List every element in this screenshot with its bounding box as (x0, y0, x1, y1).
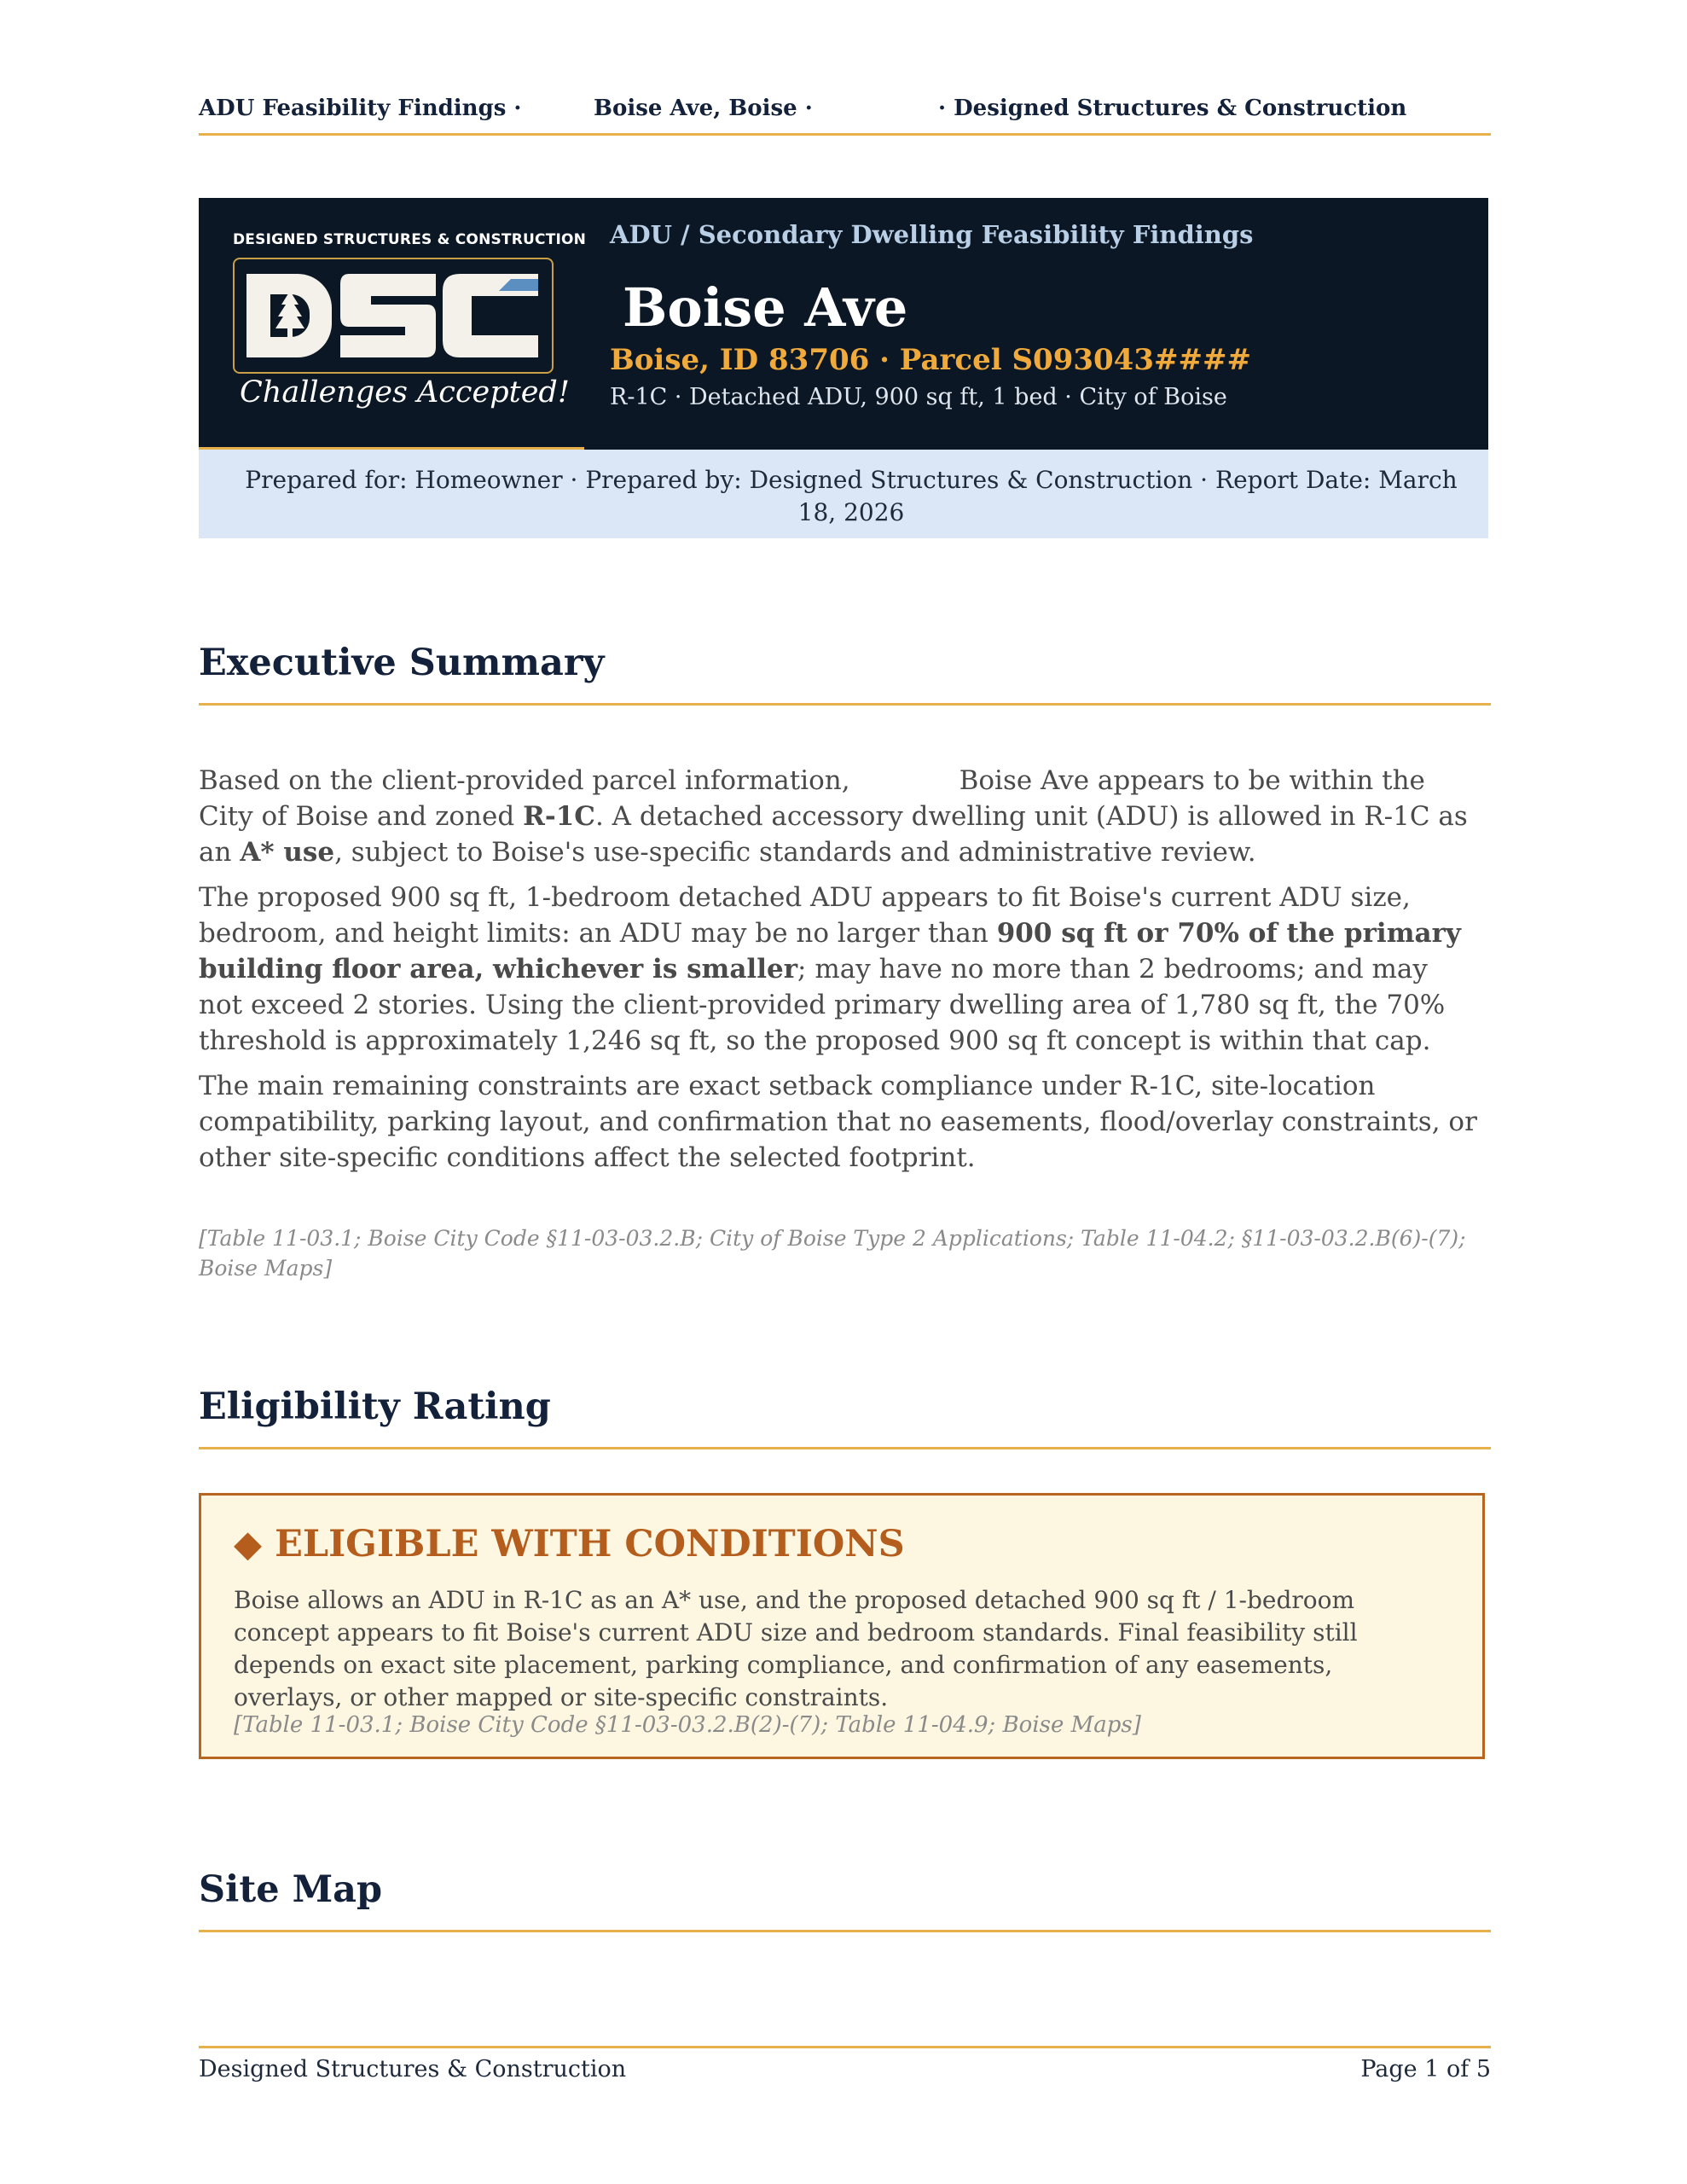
footer-company: Designed Structures & Construction (199, 2056, 627, 2082)
logo-company-name: DESIGNED STRUCTURES & CONSTRUCTION (233, 231, 587, 248)
summary-paragraph-2 (199, 880, 1478, 1059)
site-map-heading-text: Site Map (199, 1868, 383, 1911)
eligibility-heading-text: Eligibility Rating (199, 1385, 551, 1428)
report-subtitle: ADU / Secondary Dwelling Feasibility Findings (610, 220, 1254, 249)
running-header (199, 96, 1491, 136)
report-title: Boise Ave (623, 276, 908, 339)
summary-citation: [Table 11-03.1; Boise City Code §11-03-03.2.B; City of Boise Type 2 Applications; Table 11-04.2; §11-03-03.2.B(6)-(7); Boise Maps] (199, 1226, 1466, 1281)
summary-p1-zone: R-1C (523, 801, 595, 832)
executive-summary-heading (199, 642, 1491, 706)
footer-rule (199, 2046, 1491, 2048)
logo-letter-d (246, 274, 332, 357)
logo-letter-s (340, 274, 436, 357)
executive-summary-heading-text: Executive Summary (199, 642, 605, 684)
summary-p1-use: A* use (240, 837, 335, 868)
summary-p1-text-c: . A detached accessory dwelling unit (ADU) is allowed in R-1C as an (199, 801, 1468, 868)
logo-mark (233, 258, 554, 374)
pine-tree-icon (275, 289, 305, 340)
zoning-meta-line: R-1C · Detached ADU, 900 sq ft, 1 bed · City of Boise (610, 384, 1227, 410)
logo-tagline: Challenges Accepted! (240, 375, 570, 410)
eligibility-heading (199, 1385, 1491, 1449)
summary-p2-text-b: ; may have no more than 2 bedrooms; and may not exceed 2 stories. Using the client-provided primary dwelling area of 1,780 sq ft, the 70% threshold is approximately 1,246 sq ft, so the proposed 900 sq ft concept is within that cap. (199, 954, 1446, 1056)
diamond-icon: ◆ (234, 1523, 263, 1565)
summary-p2-limit: 900 sq ft or 70% of the primary building floor area, whichever is smaller (199, 918, 1461, 985)
summary-p2-text-a: The proposed 900 sq ft, 1-bedroom detached ADU appears to fit Boise's current ADU size, bedroom, and height limits: an ADU may be no larger than (199, 882, 1411, 949)
running-header-address: Boise Ave, Boise · (594, 96, 813, 121)
address-parcel-line: Boise, ID 83706 · Parcel S093043#### (610, 343, 1251, 377)
company-logo (199, 198, 587, 450)
prepared-text: Prepared for: Homeowner · Prepared by: Designed Structures & Construction · Report Date: March 18, 2026 (245, 466, 1458, 526)
eligibility-body: Boise allows an ADU in R-1C as an A* use, and the proposed detached 900 sq ft / 1-bedroom concept appears to fit Boise's current ADU size and bedroom standards. Final feasibility still depends on exact site placement, parking compliance, and confirmation of any easements, overlays, or other mapped or site-specific constraints. (234, 1586, 1358, 1711)
summary-p1-text-a: Based on the client-provided parcel information, (199, 765, 850, 796)
summary-p1-text-d: , subject to Boise's use-specific standards and administrative review. (334, 837, 1256, 868)
logo-letter-c (443, 274, 538, 357)
eligibility-rating-text: ELIGIBLE WITH CONDITIONS (275, 1523, 905, 1565)
footer-page-number: Page 1 of 5 (1360, 2056, 1491, 2082)
summary-paragraph-3: The main remaining constraints are exact setback compliance under R-1C, site-location compatibility, parking layout, and confirmation that no easements, flood/overlay constraints, or other site-specific conditions affect the selected footprint. (199, 1071, 1477, 1173)
site-map-heading (199, 1868, 1491, 1932)
running-header-company: · Designed Structures & Construction (938, 96, 1407, 121)
prepared-bar (199, 450, 1488, 538)
summary-paragraph-1 (199, 763, 1478, 870)
eligibility-rating (234, 1523, 905, 1565)
summary-p1-text-b: Boise Ave appears to be within the City of Boise and zoned (199, 765, 1425, 832)
running-header-title: ADU Feasibility Findings · (199, 96, 522, 121)
eligibility-citation: [Table 11-03.1; Boise City Code §11-03-03.2.B(2)-(7); Table 11-04.9; Boise Maps] (234, 1712, 1141, 1738)
eligibility-callout (199, 1493, 1485, 1759)
title-banner (199, 198, 1488, 450)
